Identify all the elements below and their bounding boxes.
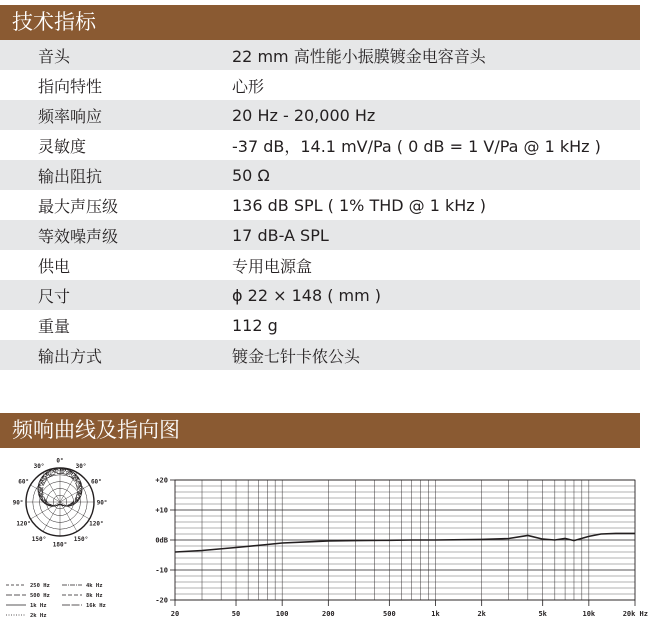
y-tick-label: -20 (155, 596, 168, 605)
response-curve (175, 533, 635, 552)
polar-angle-label: 60° (90, 478, 102, 486)
spec-label: 输出方式 (38, 346, 103, 366)
legend-label: 4k Hz (86, 583, 103, 589)
spec-row (0, 340, 640, 370)
spec-row (0, 160, 640, 190)
x-tick-label: 10k (582, 610, 596, 618)
spec-value: 镀金七针卡侬公头 (232, 346, 361, 366)
freq-section-title: 频响曲线及指向图 (0, 413, 640, 448)
polar-angle-label: 0° (56, 458, 64, 465)
legend-label: 8k Hz (86, 593, 103, 599)
spec-row (0, 40, 640, 70)
polar-angle-label: 60° (18, 478, 30, 486)
legend-label: 1k Hz (30, 603, 47, 609)
x-tick-label: 20 (170, 610, 180, 618)
specs-section-title: 技术指标 (0, 5, 640, 40)
spec-value: 专用电源盒 (232, 256, 313, 276)
polar-pattern-diagram (0, 458, 140, 642)
legend-label: 500 Hz (30, 593, 50, 599)
y-tick-label: 0dB (155, 536, 168, 545)
spec-value: 心形 (232, 76, 265, 96)
spec-row (0, 220, 640, 250)
spec-row (0, 280, 640, 310)
y-tick-label: +10 (155, 506, 168, 515)
y-tick-label: +20 (155, 476, 168, 485)
polar-angle-label: 180° (52, 541, 68, 549)
x-tick-label: 5k (538, 610, 547, 618)
spec-row (0, 130, 640, 160)
spec-value: 22 mm 高性能小振膜镀金电容音头 (232, 46, 486, 66)
spec-value: 136 dB SPL ( 1% THD @ 1 kHz ) (232, 195, 487, 215)
y-tick-label: -10 (155, 566, 168, 575)
spec-label: 频率响应 (38, 106, 103, 126)
legend-label: 2k Hz (30, 613, 47, 619)
spec-row (0, 100, 640, 130)
spec-label: 音头 (38, 46, 71, 66)
spec-value: ϕ 22 × 148 ( mm ) (232, 285, 382, 305)
spec-label: 尺寸 (38, 286, 71, 306)
spec-row (0, 190, 640, 220)
polar-angle-label: 90° (12, 499, 24, 507)
x-tick-label: 50 (231, 610, 241, 618)
x-tick-label: 500 (383, 610, 396, 618)
spec-row (0, 250, 640, 280)
polar-angle-label: 30° (33, 463, 45, 471)
spec-row (0, 70, 640, 100)
spec-label: 最大声压级 (38, 196, 119, 216)
spec-label: 输出阻抗 (38, 166, 103, 186)
polar-angle-label: 120° (16, 520, 31, 528)
spec-value: 17 dB-A SPL (232, 225, 329, 245)
polar-angle-label: 150° (31, 535, 47, 543)
spec-label: 供电 (38, 256, 71, 276)
x-tick-label: 200 (322, 610, 335, 618)
x-tick-label: 20k Hz (622, 610, 648, 618)
spec-value: 50 Ω (232, 165, 270, 185)
frequency-response-chart (140, 458, 650, 642)
polar-angle-label: 150° (73, 535, 89, 543)
spec-value: 112 g (232, 315, 278, 335)
spec-row (0, 310, 640, 340)
spec-label: 重量 (38, 316, 71, 336)
polar-angle-label: 90° (96, 499, 108, 507)
spec-label: 指向特性 (38, 76, 103, 96)
x-tick-label: 1k (431, 610, 440, 618)
specs-table (0, 40, 640, 370)
legend-label: 250 Hz (30, 583, 50, 589)
x-tick-label: 2k (477, 610, 486, 618)
polar-angle-label: 30° (75, 463, 87, 471)
spec-label: 等效噪声级 (38, 226, 119, 246)
spec-value: 20 Hz - 20,000 Hz (232, 105, 376, 125)
polar-angle-label: 120° (89, 520, 104, 528)
x-tick-label: 100 (275, 610, 289, 618)
legend-label: 16k Hz (86, 603, 106, 609)
spec-value: -37 dB，14.1 mV/Pa ( 0 dB = 1 V/Pa @ 1 kHz ) (232, 136, 601, 156)
spec-label: 灵敏度 (38, 136, 87, 156)
